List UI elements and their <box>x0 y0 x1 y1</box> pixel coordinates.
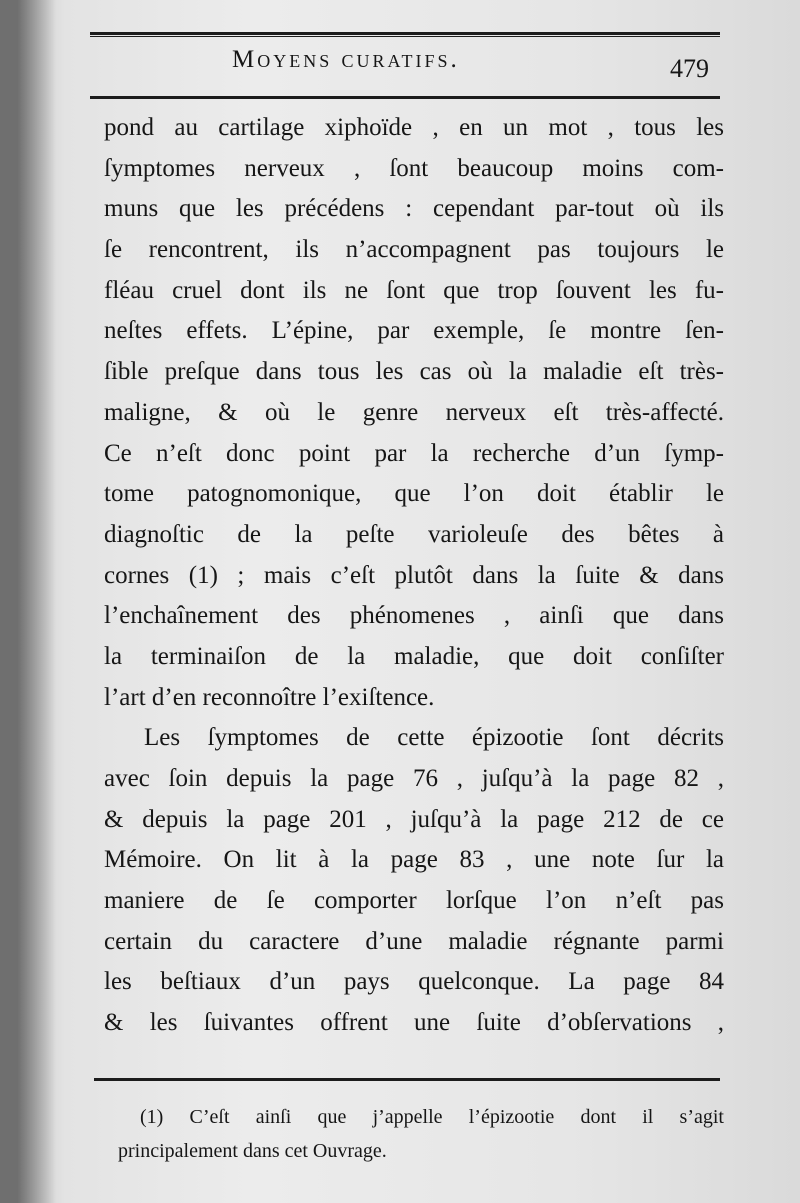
page-number: 479 <box>670 54 709 83</box>
text-line: diagnoſtic de la peſte varioleuſe des bêtes à <box>104 520 724 548</box>
main-text <box>104 108 724 1044</box>
top-double-rule <box>90 32 720 35</box>
text-line: maniere de ſe comporter lorſque l’on n’eſt pas <box>104 887 724 915</box>
text-line: pond au cartilage xiphoïde , en un mot , tous les <box>104 114 724 141</box>
text-line: maligne, & où le genre nerveux eſt très-affecté. <box>104 398 724 426</box>
footnote-line: (1) C’eſt ainſi que j’appelle l’épizootie dont il s’agit <box>140 1106 724 1128</box>
text-line: cornes (1) ; mais c’eſt plutôt dans la ſuite & dans <box>104 561 724 589</box>
footnote-line: principalement dans cet Ouvrage. <box>118 1140 387 1162</box>
text-line: certain du caractere d’une maladie régnante parmi <box>104 927 724 955</box>
text-line: l’enchaînement des phénomenes , ainſi que dans <box>104 602 724 630</box>
text-line: tome patognomonique, que l’on doit établir le <box>104 480 724 508</box>
text-line: neſtes effets. L’épine, par exemple, ſe montre ſen- <box>104 317 724 345</box>
running-title: Moyens curatifs. <box>232 46 460 73</box>
text-line: avec ſoin depuis la page 76 , juſqu’à la page 82 , <box>104 765 724 792</box>
text-line: & les ſuivantes offrent une ſuite d’obſervations , <box>104 1009 724 1037</box>
text-line: ſible preſque dans tous les cas où la maladie eſt très- <box>104 358 724 386</box>
text-line: l’art d’en reconnoître l’exiſtence. <box>104 683 435 711</box>
header-rule <box>90 96 720 99</box>
text-line: muns que les précédens : cependant par-tout où ils <box>104 195 724 223</box>
footnote-rule <box>94 1078 720 1081</box>
binding-shadow <box>18 0 56 1203</box>
text-line: & depuis la page 201 , juſqu’à la page 212 de ce <box>104 805 724 833</box>
text-line: Mémoire. On lit à la page 83 , une note ſur la <box>104 846 724 874</box>
book-page <box>18 0 800 1203</box>
text-line: ſymptomes nerveux , ſont beaucoup moins com- <box>104 154 724 182</box>
text-line: la terminaiſon de la maladie, que doit conſiſter <box>104 642 724 670</box>
text-line: ſe rencontrent, ils n’accompagnent pas toujours le <box>104 236 724 264</box>
footnote <box>118 1100 724 1168</box>
text-line: les beſtiaux d’un pays quelconque. La page 84 <box>104 968 724 996</box>
top-double-rule-thin <box>90 36 720 37</box>
text-line: Les ſymptomes de cette épizootie ſont décrits <box>144 724 724 752</box>
text-line: Ce n’eſt donc point par la recherche d’un ſymp- <box>104 439 724 467</box>
text-line: fléau cruel dont ils ne ſont que trop ſouvent les fu- <box>104 276 724 304</box>
